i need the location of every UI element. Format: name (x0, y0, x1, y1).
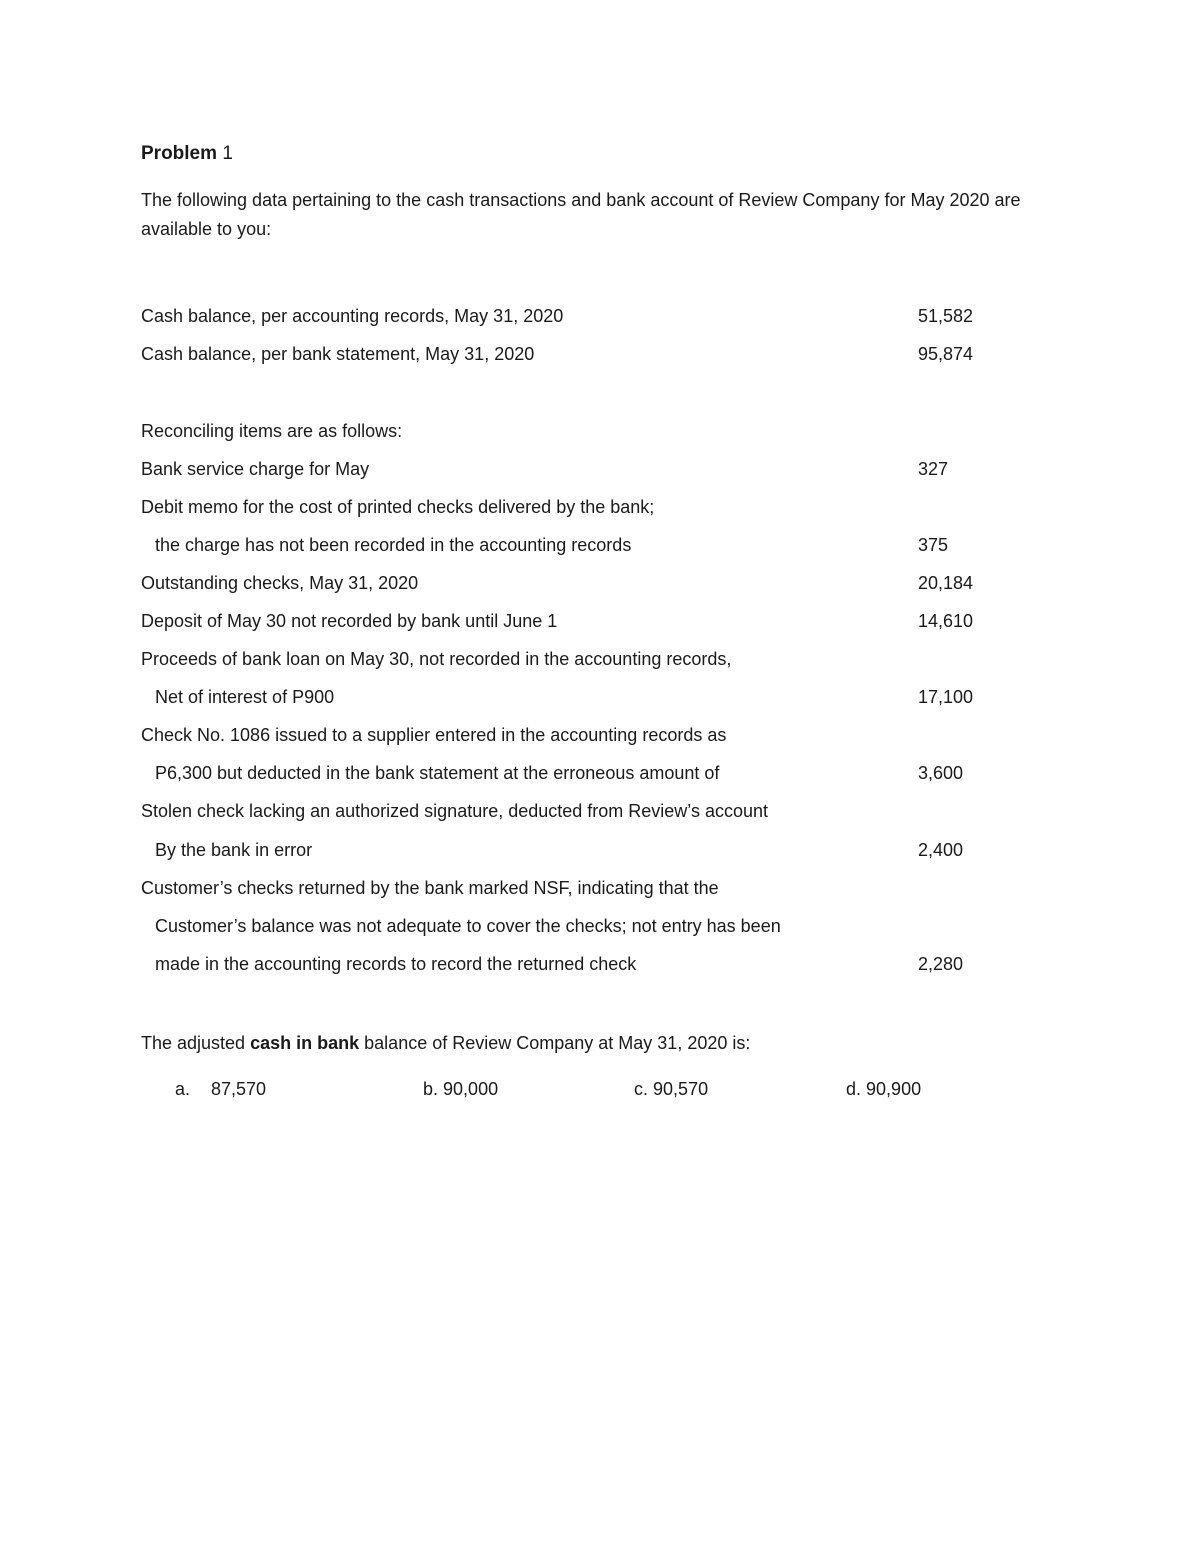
choice-letter: b. (423, 1079, 439, 1099)
reconciling-item (141, 608, 1001, 634)
item-text: Bank service charge for May (141, 459, 370, 479)
choice-value: 90,000 (443, 1079, 499, 1099)
choice-d[interactable] (846, 1079, 921, 1100)
item-text: Debit memo for the cost of printed checks delivered by the bank; (141, 497, 655, 517)
choice-b[interactable] (423, 1079, 498, 1100)
balance-amount: 51,582 (918, 306, 974, 326)
intro-paragraph: The following data pertaining to the cash transactions and bank account of Review Company for May 2020 are available to you: (141, 190, 1021, 239)
item-text: Net of interest of P900 (155, 687, 335, 707)
item-text: made in the accounting records to record the returned check (155, 954, 637, 974)
item-amount: 17,100 (918, 687, 974, 707)
item-text: Deposit of May 30 not recorded by bank until June 1 (141, 611, 558, 631)
reconciling-item (141, 875, 1001, 901)
balance-row (141, 341, 1001, 367)
reconciling-heading-row (141, 418, 1001, 444)
item-amount: 14,610 (918, 611, 974, 631)
item-amount: 327 (918, 459, 949, 479)
reconciling-item (141, 951, 1001, 977)
choice-value: 90,900 (866, 1079, 922, 1099)
item-text: Customer’s checks returned by the bank marked NSF, indicating that the (141, 878, 719, 898)
question-emphasis: cash in bank (250, 1033, 360, 1053)
choice-value: 90,570 (653, 1079, 709, 1099)
reconciling-item (141, 456, 1001, 482)
balance-amount: 95,874 (918, 344, 974, 364)
problem-title-number: 1 (222, 143, 233, 164)
reconciling-item (141, 837, 1001, 863)
reconciling-heading: Reconciling items are as follows: (141, 421, 403, 441)
item-text: Stolen check lacking an authorized signature, deducted from Review’s account (141, 801, 769, 821)
item-text: Customer’s balance was not adequate to cover the checks; not entry has been (155, 916, 781, 936)
question-text (141, 1033, 750, 1054)
balance-label: Cash balance, per bank statement, May 31, 2020 (141, 344, 535, 364)
question-suffix: balance of Review Company at May 31, 2020 is: (364, 1033, 751, 1053)
problem-title-word: Problem (141, 143, 218, 164)
reconciling-item (141, 684, 1001, 710)
reconciling-item (141, 722, 1001, 748)
reconciling-item (141, 760, 1001, 786)
item-amount: 3,600 (918, 763, 964, 783)
item-amount: 375 (918, 535, 949, 555)
question-prefix: The adjusted (141, 1033, 246, 1053)
problem-title (141, 143, 233, 165)
choice-letter: c. (634, 1079, 649, 1099)
balance-label: Cash balance, per accounting records, May 31, 2020 (141, 306, 564, 326)
reconciling-item (141, 532, 1001, 558)
choice-letter: d. (846, 1079, 862, 1099)
item-text: Proceeds of bank loan on May 30, not recorded in the accounting records, (141, 649, 732, 669)
item-text: Check No. 1086 issued to a supplier entered in the accounting records as (141, 725, 727, 745)
balance-row (141, 303, 1001, 329)
reconciling-item (141, 798, 1001, 824)
choice-value: 87,570 (211, 1079, 267, 1099)
item-text: P6,300 but deducted in the bank statement at the erroneous amount of (155, 763, 720, 783)
item-amount: 2,280 (918, 954, 964, 974)
reconciling-item (141, 570, 1001, 596)
reconciling-item (141, 913, 1001, 939)
item-text: the charge has not been recorded in the accounting records (155, 535, 632, 555)
choice-letter: a. (175, 1079, 191, 1099)
choice-a[interactable] (175, 1079, 266, 1100)
choice-c[interactable] (634, 1079, 708, 1100)
item-amount: 2,400 (918, 840, 964, 860)
item-amount: 20,184 (918, 573, 974, 593)
reconciling-item (141, 646, 1001, 672)
item-text: Outstanding checks, May 31, 2020 (141, 573, 419, 593)
reconciling-item (141, 494, 1001, 520)
item-text: By the bank in error (155, 840, 313, 860)
